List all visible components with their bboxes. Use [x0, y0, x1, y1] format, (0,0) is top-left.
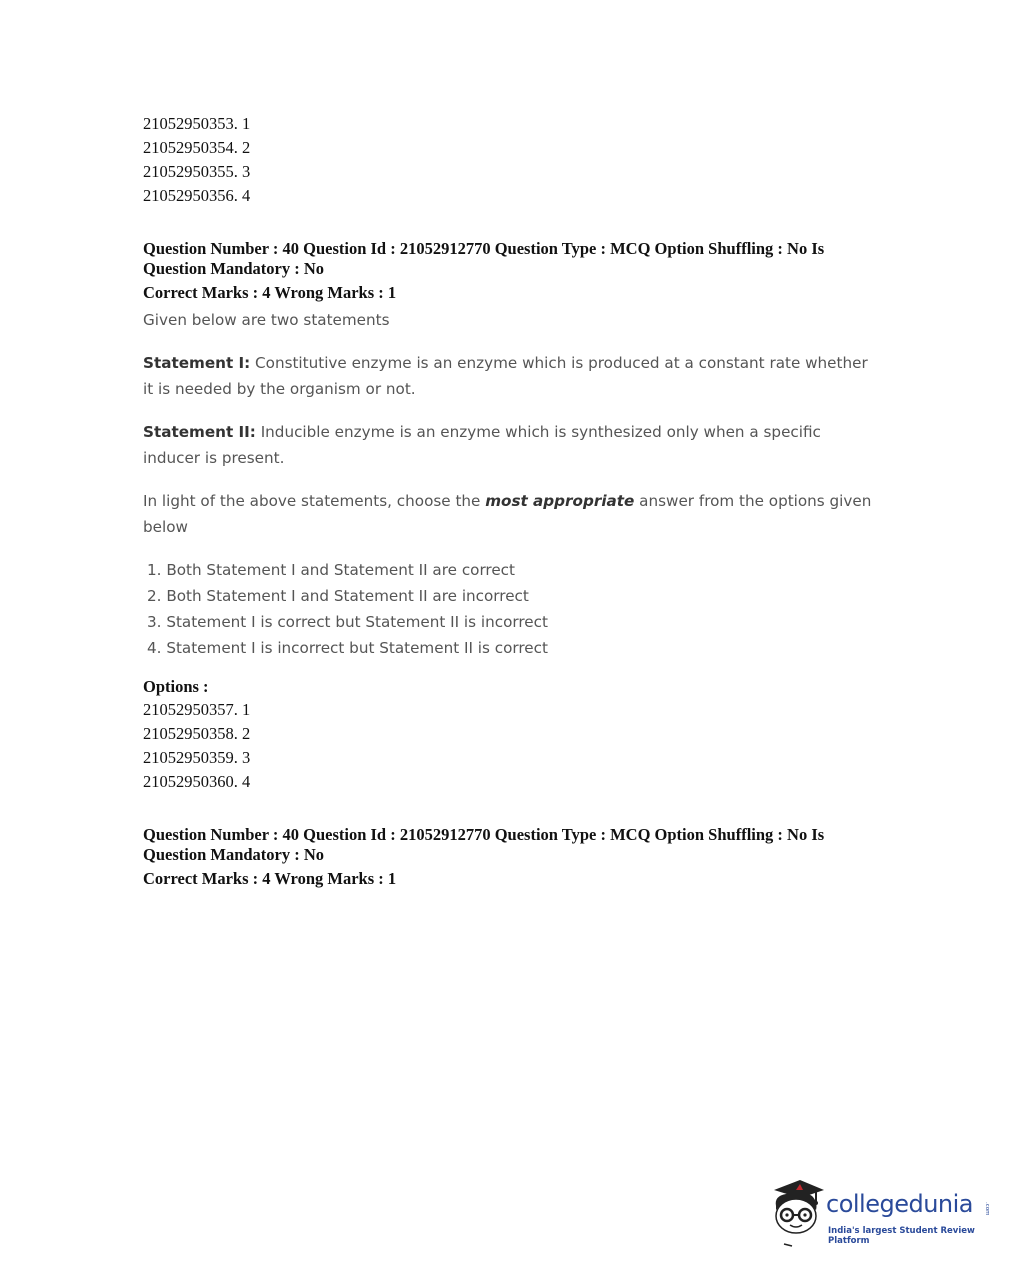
collegedunia-logo — [766, 1176, 996, 1248]
question-marks: Correct Marks : 4 Wrong Marks : 1 — [143, 283, 397, 302]
statement-2-text: Inducible enzyme is an enzyme which is synthesized only when a specific inducer is present. — [143, 423, 821, 467]
prompt-before: In light of the above statements, choose the — [143, 492, 486, 510]
logo-wordmark: collegedunia — [826, 1190, 974, 1218]
prev-option-2: 21052950354. 2 — [143, 138, 251, 157]
statement-2-label: Statement II: — [143, 423, 256, 441]
option-3: 21052950359. 3 — [143, 748, 251, 767]
next-question-header-line1: Question Number : 40 Question Id : 21052912770 Question Type : MCQ Option Shuffling : No Is — [143, 825, 825, 844]
question-intro: Given below are two statements — [143, 311, 390, 329]
choice-1: 1. Both Statement I and Statement II are correct — [147, 561, 515, 579]
choice-3: 3. Statement I is correct but Statement II is incorrect — [147, 613, 548, 631]
options-label: Options : — [143, 677, 209, 696]
question-header-line2: Question Mandatory : No — [143, 259, 325, 278]
mascot-graduate-icon — [766, 1176, 826, 1248]
next-question-header — [143, 825, 883, 865]
choice-2: 2. Both Statement I and Statement II are incorrect — [147, 587, 529, 605]
option-1: 21052950357. 1 — [143, 700, 251, 719]
next-question-marks: Correct Marks : 4 Wrong Marks : 1 — [143, 869, 397, 888]
logo-tagline: India's largest Student Review Platform — [828, 1226, 975, 1246]
statement-1 — [143, 350, 878, 402]
option-4: 21052950360. 4 — [143, 772, 251, 791]
choice-4: 4. Statement I is incorrect but Statement II is correct — [147, 639, 548, 657]
prompt-emphasis: most appropriate — [485, 492, 635, 510]
statement-2 — [143, 419, 878, 471]
next-question-header-line2: Question Mandatory : No — [143, 845, 325, 864]
option-2: 21052950358. 2 — [143, 724, 251, 743]
prev-option-1: 21052950353. 1 — [143, 114, 251, 133]
question-header-line1: Question Number : 40 Question Id : 21052912770 Question Type : MCQ Option Shuffling : No Is — [143, 239, 825, 258]
prompt-after: answer from the options given below — [143, 492, 872, 536]
statement-1-label: Statement I: — [143, 354, 251, 372]
question-prompt — [143, 488, 873, 540]
logo-suffix: .com — [984, 1202, 990, 1216]
prev-option-4: 21052950356. 4 — [143, 186, 251, 205]
statement-1-text: Constitutive enzyme is an enzyme which is produced at a constant rate whether it is needed by the organism or not. — [143, 354, 868, 398]
prev-option-3: 21052950355. 3 — [143, 162, 251, 181]
question-header — [143, 239, 883, 279]
